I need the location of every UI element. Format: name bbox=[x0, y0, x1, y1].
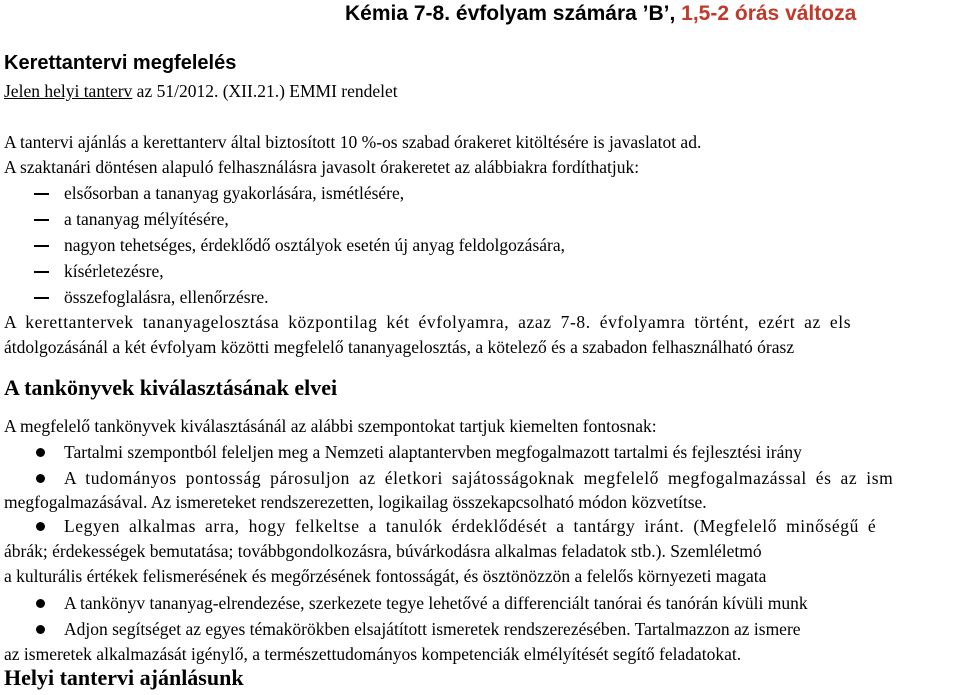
section-heading-helyi: Helyi tantervi ajánlásunk bbox=[4, 665, 244, 690]
regulation-rest: az 51/2012. (XII.21.) EMMI rendelet bbox=[132, 81, 398, 101]
bullet-icon bbox=[36, 625, 45, 634]
dash-item: összefoglalásra, ellenőrzésre. bbox=[64, 287, 269, 307]
dash-bullet-icon bbox=[34, 271, 49, 273]
section-heading-tankonyvek: A tankönyvek kiválasztásának elvei bbox=[4, 375, 338, 400]
bullet-icon bbox=[36, 522, 45, 531]
bullet-item-line: A tudományos pontosság párosuljon az életkori sajátosságoknak megfelelő megfogalmazással és az ism bbox=[64, 468, 894, 488]
dash-item: kísérletezésre, bbox=[64, 261, 164, 281]
page-title-main: Kémia 7-8. évfolyam számára ’B’, bbox=[345, 2, 682, 25]
page-title-accent: 1,5-2 órás változa bbox=[681, 2, 857, 25]
section-heading-kerettantervi: Kerettantervi megfelelés bbox=[4, 52, 237, 74]
bullet-item-line: Legyen alkalmas arra, hogy felkeltse a tanulók érdeklődését a tantárgy iránt. (Megfelelő minőségű é bbox=[64, 516, 877, 536]
regulation-line bbox=[4, 80, 398, 102]
bullet-item-line: A tankönyv tananyag-elrendezése, szerkezete tegye lehetővé a differenciált tanórai és tanórán kívüli munk bbox=[64, 593, 808, 613]
bullet-item-line: a kulturális értékek felismerésének és megőrzésének fontosságát, és ösztönözzön a felelős környezeti magata bbox=[4, 566, 767, 586]
bullet-item-line: ábrák; érdekességek bemutatása; továbbgondolkozásra, búvárkodásra alkalmas feladatok stb.). Szemléletmó bbox=[4, 541, 762, 561]
bullet-item-line: Adjon segítséget az egyes témakörökben elsajátított ismeretek rendszerezésében. Tartalmazzon az ismere bbox=[64, 619, 801, 639]
intro-paragraph-2: A szaktanári döntésen alapuló felhasználásra javasolt órakeretet az alábbiakra fordíthatjuk: bbox=[4, 157, 640, 177]
dash-bullet-icon bbox=[34, 193, 49, 195]
dash-item: elsősorban a tananyag gyakorlására, ismétlésére, bbox=[64, 183, 405, 203]
bullet-icon bbox=[36, 448, 45, 457]
intro-paragraph-3-line-2: átdolgozásánál a két évfolyam közötti megfelelő tananyagelosztás, a kötelező és a szabadon felhasználható órasz bbox=[4, 337, 795, 357]
bullet-item-line: az ismeretek alkalmazását igénylő, a természettudományos kompetenciák elmélyítését segítő feladatokat. bbox=[4, 644, 742, 664]
page-title bbox=[345, 2, 856, 26]
dash-bullet-icon bbox=[34, 245, 49, 247]
bullet-item-line: Tartalmi szempontból feleljen meg a Nemzeti alaptantervben megfogalmazott tartalmi és fejlesztési irány bbox=[64, 442, 802, 462]
intro-paragraph-3-line-1: A kerettantervek tananyagelosztása központilag két évfolyamra, azaz 7-8. évfolyamra történt, ezért az els bbox=[4, 312, 852, 332]
dash-item: nagyon tehetséges, érdeklődő osztályok esetén új anyag feldolgozására, bbox=[64, 235, 565, 255]
dash-bullet-icon bbox=[34, 297, 49, 299]
dash-bullet-icon bbox=[34, 219, 49, 221]
regulation-underlined: Jelen helyi tanterv bbox=[4, 81, 133, 101]
section-lead: A megfelelő tankönyvek kiválasztásánál az alábbi szempontokat tartjuk kiemelten fontosnak: bbox=[4, 416, 657, 436]
bullet-icon bbox=[36, 599, 45, 608]
bullet-item-line: megfogalmazásával. Az ismereteket rendszerezetten, logikailag összekapcsolható módon közvetítse. bbox=[4, 492, 707, 512]
intro-paragraph-1: A tantervi ajánlás a kerettanterv által biztosított 10 %-os szabad órakeret kitöltésére is javaslatot ad. bbox=[4, 132, 702, 152]
bullet-icon bbox=[36, 474, 45, 483]
dash-item: a tananyag mélyítésére, bbox=[64, 209, 229, 229]
